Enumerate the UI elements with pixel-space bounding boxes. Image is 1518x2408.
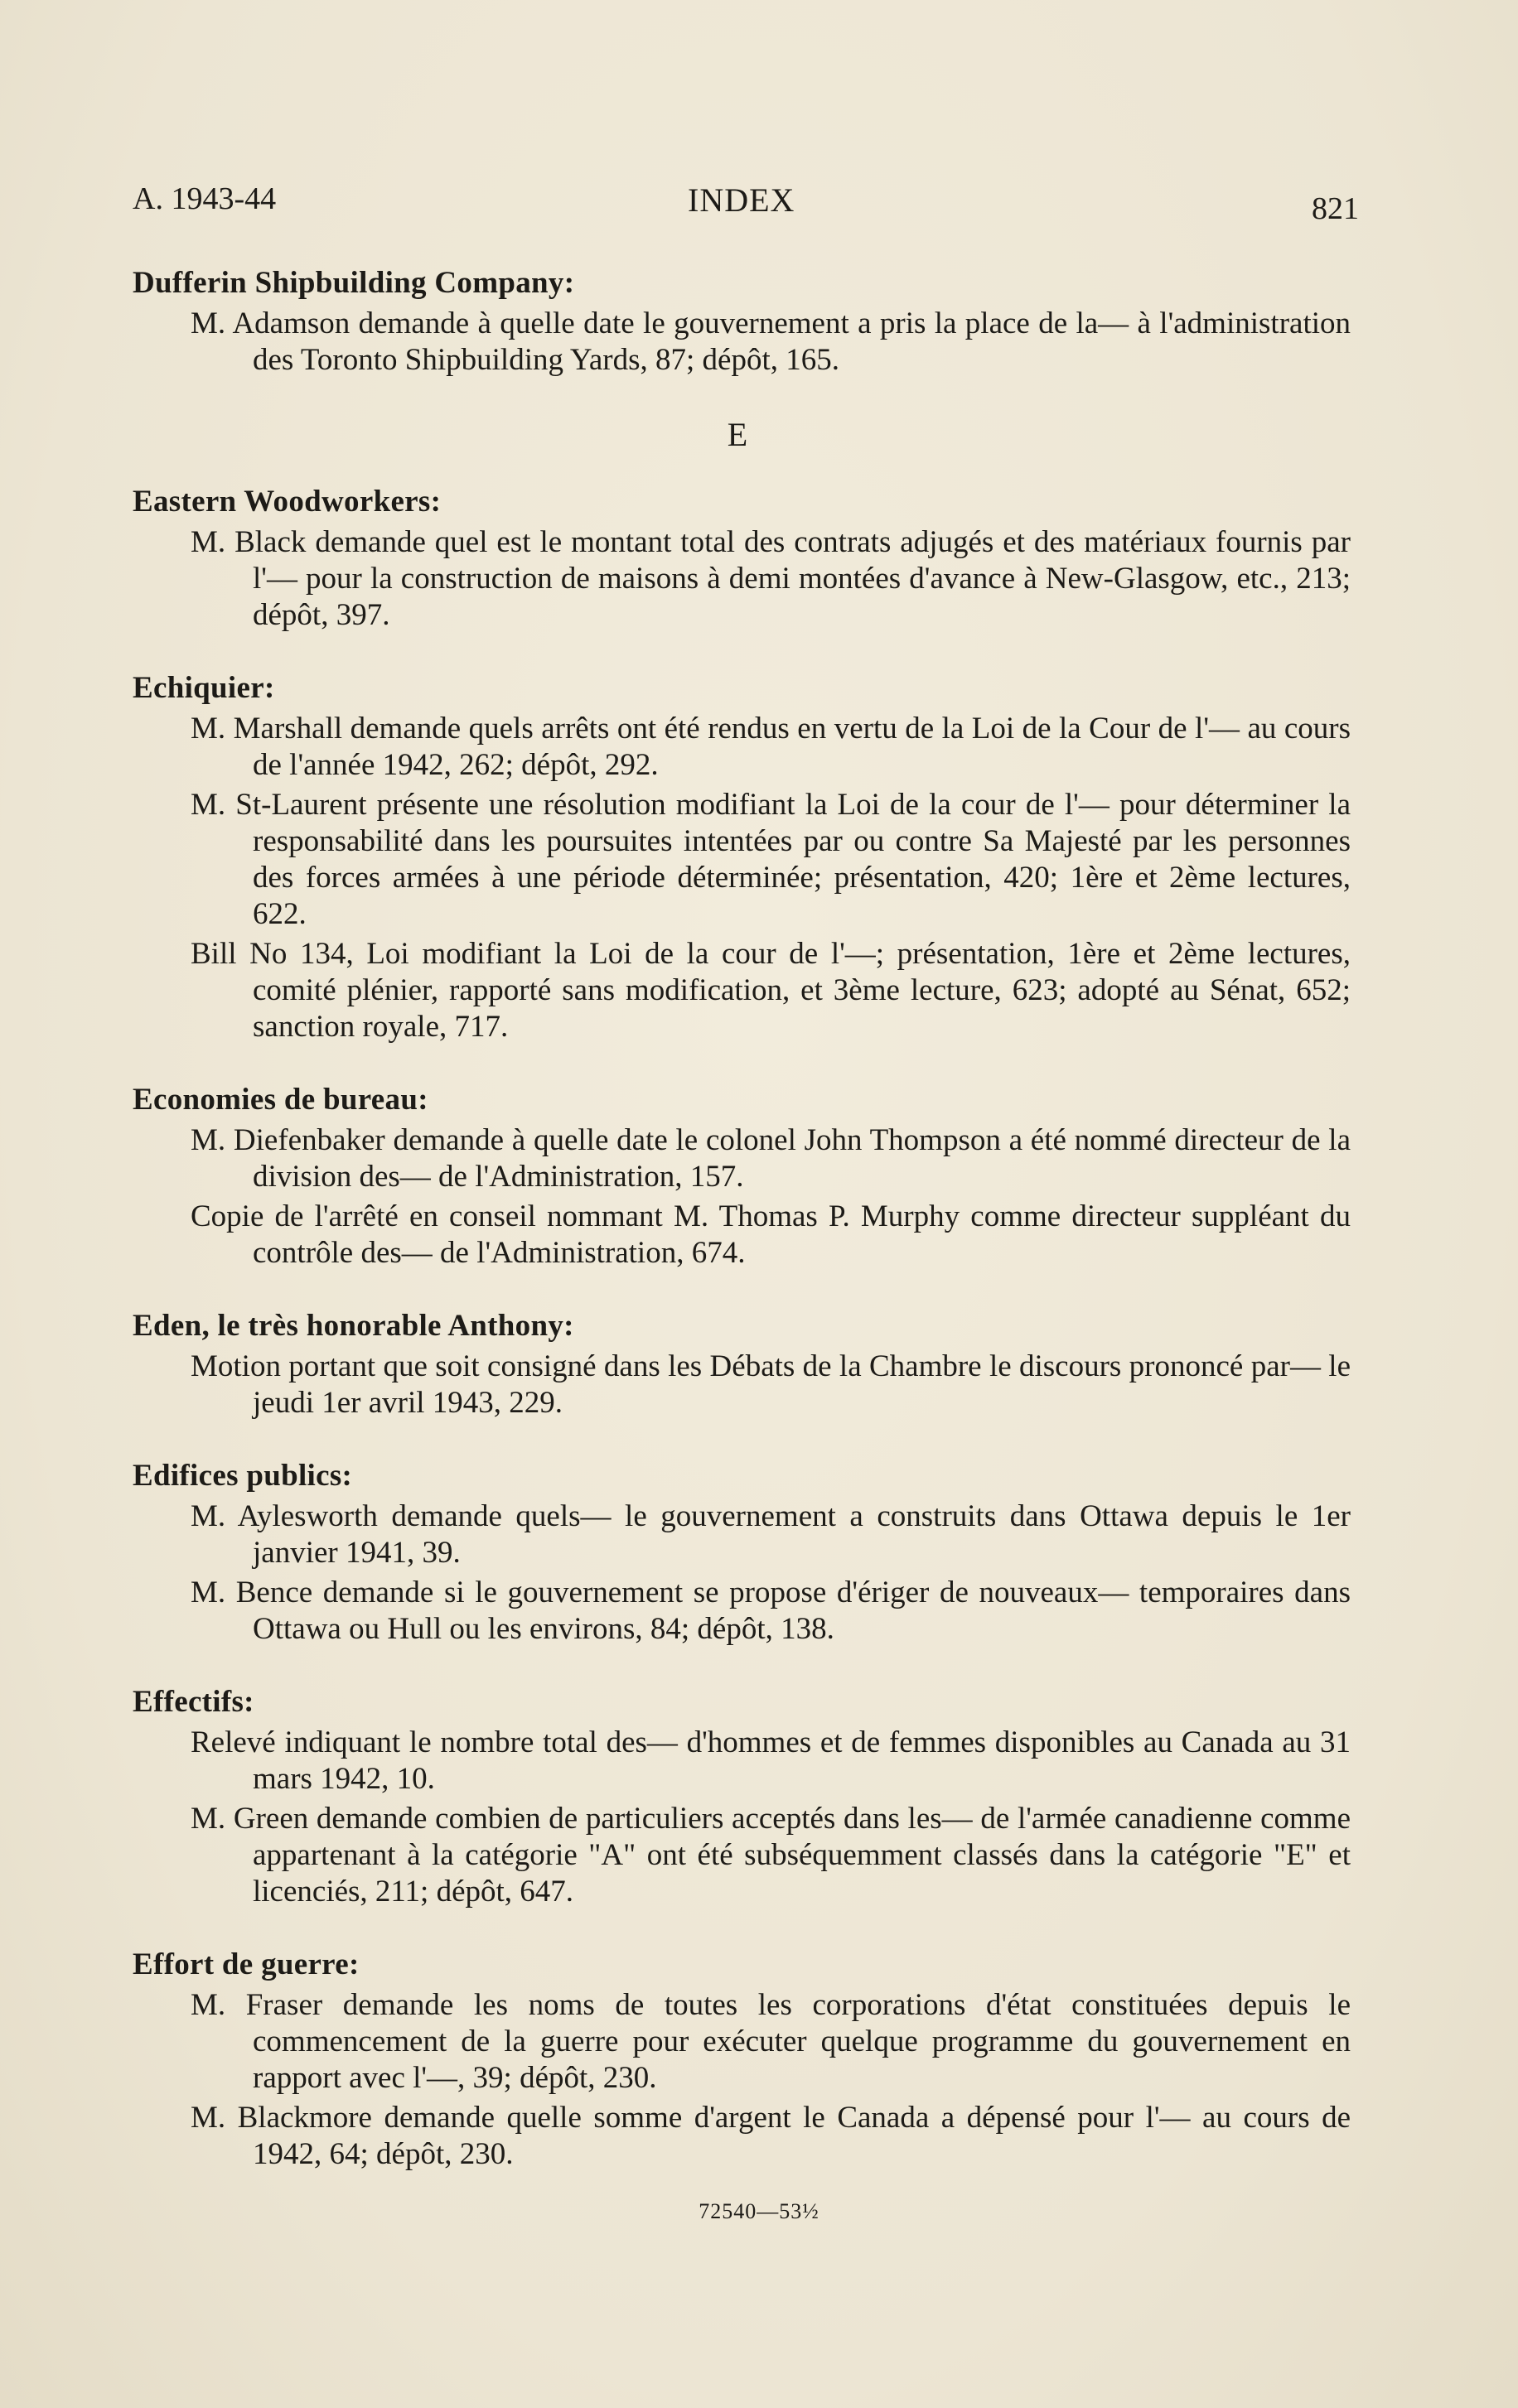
section-letter: E [727, 416, 748, 453]
entry-item: Copie de l'arrêté en conseil nommant M. Thomas P. Murphy comme directeur suppléant du contrôle des— de l'Administration, 674. [191, 1199, 1351, 1270]
entry-heading: Effort de guerre: [133, 1947, 360, 1981]
entry-item: M. Fraser demande les noms de toutes les corporations d'état constituées depuis le commencement de la guerre pour exécuter quelque programme du gouvernement en rapport avec l'—, 39; dépôt, 230. [191, 1988, 1351, 2095]
index-entry [124, 1684, 1351, 1910]
entry-item: Relevé indiquant le nombre total des— d'hommes et de femmes disponibles au Canada au 31 mars 1942, 10. [191, 1725, 1351, 1796]
entry-item: M. Marshall demande quels arrêts ont été rendus en vertu de la Loi de la Cour de l'— au cours de l'année 1942, 262; dépôt, 292. [191, 712, 1351, 782]
header-title: INDEX [688, 181, 795, 219]
print-code: 72540—53½ [699, 2199, 819, 2223]
entry-heading: Echiquier: [133, 671, 275, 705]
entries-before-section [124, 265, 1351, 379]
entry-heading: Edifices publics: [133, 1459, 353, 1493]
index-entry [124, 670, 1351, 1045]
index-entry [124, 1308, 1351, 1421]
entry-heading: Effectifs: [133, 1685, 254, 1719]
entry-item: M. Green demande combien de particuliers acceptés dans les— de l'armée canadienne comme appartenant à la catégorie "A" ont été subséquemment classés dans la catégorie "E" et licenciés, 211; dépôt, 647. [191, 1802, 1351, 1909]
entry-item: M. Bence demande si le gouvernement se propose d'ériger de nouveaux— temporaires dans Ottawa ou Hull ou les environs, 84; dépôt, 138. [191, 1576, 1351, 1646]
entry-heading: Eastern Woodworkers: [133, 485, 442, 519]
entry-item: Bill No 134, Loi modifiant la Loi de la cour de l'—; présentation, 1ère et 2ème lectures, comité plénier, rapporté sans modification, et 3ème lecture, 623; adopté au Sénat, 652; sanction royale, 717. [191, 937, 1351, 1044]
entry-item: Motion portant que soit consigné dans les Débats de la Chambre le discours prononcé par— le jeudi 1er avril 1943, 229. [191, 1349, 1351, 1420]
entry-item: M. Black demande quel est le montant total des contrats adjugés et des matériaux fournis par l'— pour la construction de maisons à demi montées d'avance à New-Glasgow, etc., 213; dépôt, 397. [191, 525, 1351, 632]
page-number: 821 [1312, 191, 1359, 226]
entry-heading: Dufferin Shipbuilding Company: [133, 266, 575, 300]
entry-heading: Economies de bureau: [133, 1083, 428, 1117]
entries-section [124, 484, 1351, 2173]
index-entry [124, 1082, 1351, 1272]
index-entry [124, 1458, 1351, 1648]
entry-item: M. Aylesworth demande quels— le gouvernement a construits dans Ottawa depuis le 1er janvier 1941, 39. [191, 1499, 1351, 1570]
index-entry [124, 1947, 1351, 2173]
entry-item: M. St-Laurent présente une résolution modifiant la Loi de la cour de l'— pour déterminer la responsabilité dans les poursuites intentées par ou contre Sa Majesté par les personnes des forces armées à une période déterminée; présentation, 420; 1ère et 2ème lectures, 622. [191, 788, 1351, 931]
entry-item: M. Blackmore demande quelle somme d'argent le Canada a dépensé pour l'— au cours de 1942, 64; dépôt, 230. [191, 2101, 1351, 2171]
header-session: A. 1943-44 [133, 181, 277, 216]
index-content [124, 265, 1351, 2209]
entry-heading: Eden, le très honorable Anthony: [133, 1309, 574, 1343]
page-header [133, 181, 1359, 230]
index-entry [124, 484, 1351, 634]
entry-item: M. Diefenbaker demande à quelle date le colonel John Thompson a été nommé directeur de la division des— de l'Administration, 157. [191, 1123, 1351, 1194]
index-entry [124, 265, 1351, 379]
entry-item: M. Adamson demande à quelle date le gouvernement a pris la place de la— à l'administration des Toronto Shipbuilding Yards, 87; dépôt, 165. [191, 306, 1351, 377]
